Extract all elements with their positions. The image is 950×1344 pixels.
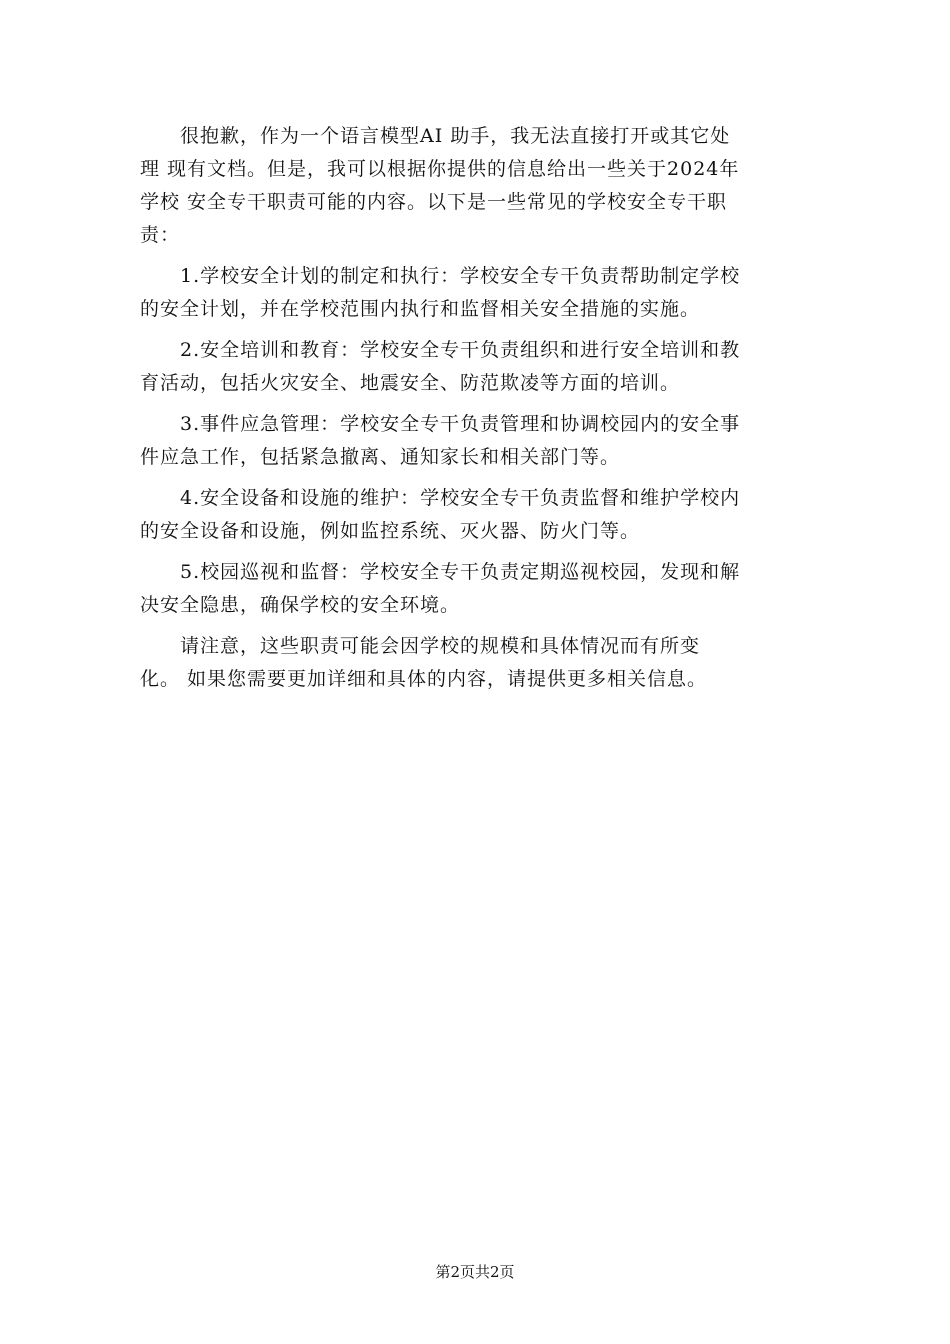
duty-item-5 <box>140 556 810 622</box>
text-line: 很抱歉，作为一个语言模型AI 助手，我无法直接打开或其它处 <box>140 125 731 147</box>
duty-item-2 <box>140 334 810 400</box>
intro-paragraph <box>140 120 810 252</box>
text-line: 责： <box>140 224 181 246</box>
text-line: 化。 如果您需要更加详细和具体的内容，请提供更多相关信息。 <box>140 668 708 690</box>
text-line: 4.安全设备和设施的维护：学校安全专干负责监督和维护学校内 <box>140 487 741 509</box>
duty-item-4 <box>140 482 810 548</box>
text-line: 育活动，包括火灾安全、地震安全、防范欺凌等方面的培训。 <box>140 372 681 394</box>
text-line: 3.事件应急管理：学校安全专干负责管理和协调校园内的安全事 <box>140 413 741 435</box>
text-line: 1.学校安全计划的制定和执行：学校安全专干负责帮助制定学校 <box>140 265 741 287</box>
text-line: 学校 安全专干职责可能的内容。以下是一些常见的学校安全专干职 <box>140 191 728 213</box>
text-line: 件应急工作，包括紧急撤离、通知家长和相关部门等。 <box>140 446 621 468</box>
text-line: 的安全设备和设施，例如监控系统、灭火器、防火门等。 <box>140 520 641 542</box>
text-line: 决安全隐患，确保学校的安全环境。 <box>140 594 461 616</box>
text-line: 5.校园巡视和监督：学校安全专干负责定期巡视校园，发现和解 <box>140 561 741 583</box>
text-line: 请注意，这些职责可能会因学校的规模和具体情况而有所变 <box>140 635 701 657</box>
text-line: 理 现有文档。但是，我可以根据你提供的信息给出一些关于2024年 <box>140 158 740 180</box>
duty-item-1 <box>140 260 810 326</box>
text-line: 的安全计划，并在学校范围内执行和监督相关安全措施的实施。 <box>140 298 701 320</box>
document-body <box>140 120 810 704</box>
page-number-footer: 第2页共2页 <box>435 1263 515 1281</box>
closing-note-paragraph <box>140 630 810 696</box>
duty-item-3 <box>140 408 810 474</box>
text-line: 2.安全培训和教育：学校安全专干负责组织和进行安全培训和教 <box>140 339 741 361</box>
